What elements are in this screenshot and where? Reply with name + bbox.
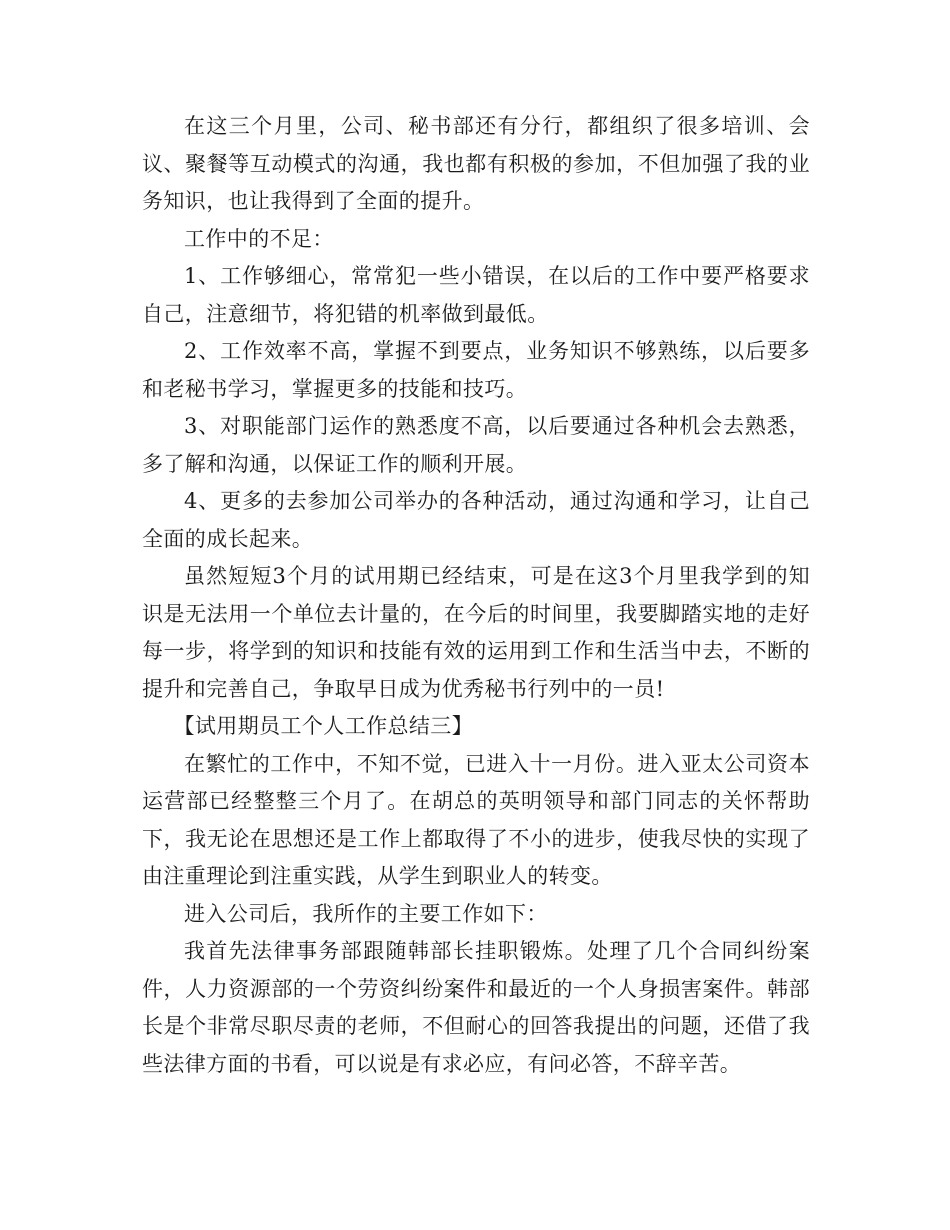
paragraph-busy-work: 在繁忙的工作中，不知不觉，已进入十一月份。进入亚太公司资本运营部已经整整三个月了。在胡总的英明领导和部门同志的关怀帮助下，我无论在思想还是工作上都取得了不小的进步，使我尽快的实现了由注重理论到注重实践，从学生到职业人的转变。 xyxy=(142,751,810,888)
paragraph-shortcoming-4: 4、更多的去参加公司举办的各种活动，通过沟通和学习，让自己全面的成长起来。 xyxy=(142,489,810,551)
document-body xyxy=(142,108,810,1083)
paragraph-shortcoming-3: 3、对职能部门运作的熟悉度不高，以后要通过各种机会去熟悉，多了解和沟通，以保证工作的顺利开展。 xyxy=(142,414,810,476)
paragraph-legal-affairs: 我首先法律事务部跟随韩部长挂职锻炼。处理了几个合同纠纷案件，人力资源部的一个劳资纠纷案件和最近的一个人身损害案件。韩部长是个非常尽职尽责的老师，不但耐心的回答我提出的问题，还借了我些法律方面的书看，可以说是有求必应，有问必答，不辞辛苦。 xyxy=(142,939,810,1076)
paragraph-main-work-intro: 进入公司后，我所作的主要工作如下： xyxy=(184,901,548,926)
section-heading-summary-three: 【试用期员工个人工作总结三】 xyxy=(173,714,474,738)
paragraph-shortcomings-heading: 工作中的不足： xyxy=(184,226,334,251)
paragraph-conclusion: 虽然短短3个月的试用期已经结束，可是在这3个月里我学到的知识是无法用一个单位去计量的，在今后的时间里，我要脚踏实地的走好每一步，将学到的知识和技能有效的运用到工作和生活当中去，不断的提升和完善自己，争取早日成为优秀秘书行列中的一员! xyxy=(142,564,810,701)
paragraph-training: 在这三个月里，公司、秘书部还有分行，都组织了很多培训、会议、聚餐等互动模式的沟通，我也都有积极的参加，不但加强了我的业务知识，也让我得到了全面的提升。 xyxy=(142,114,810,213)
paragraph-shortcoming-1: 1、工作够细心，常常犯一些小错误，在以后的工作中要严格要求自己，注意细节，将犯错的机率做到最低。 xyxy=(142,264,810,326)
paragraph-shortcoming-2: 2、工作效率不高，掌握不到要点，业务知识不够熟练，以后要多和老秘书学习，掌握更多的技能和技巧。 xyxy=(142,339,810,401)
